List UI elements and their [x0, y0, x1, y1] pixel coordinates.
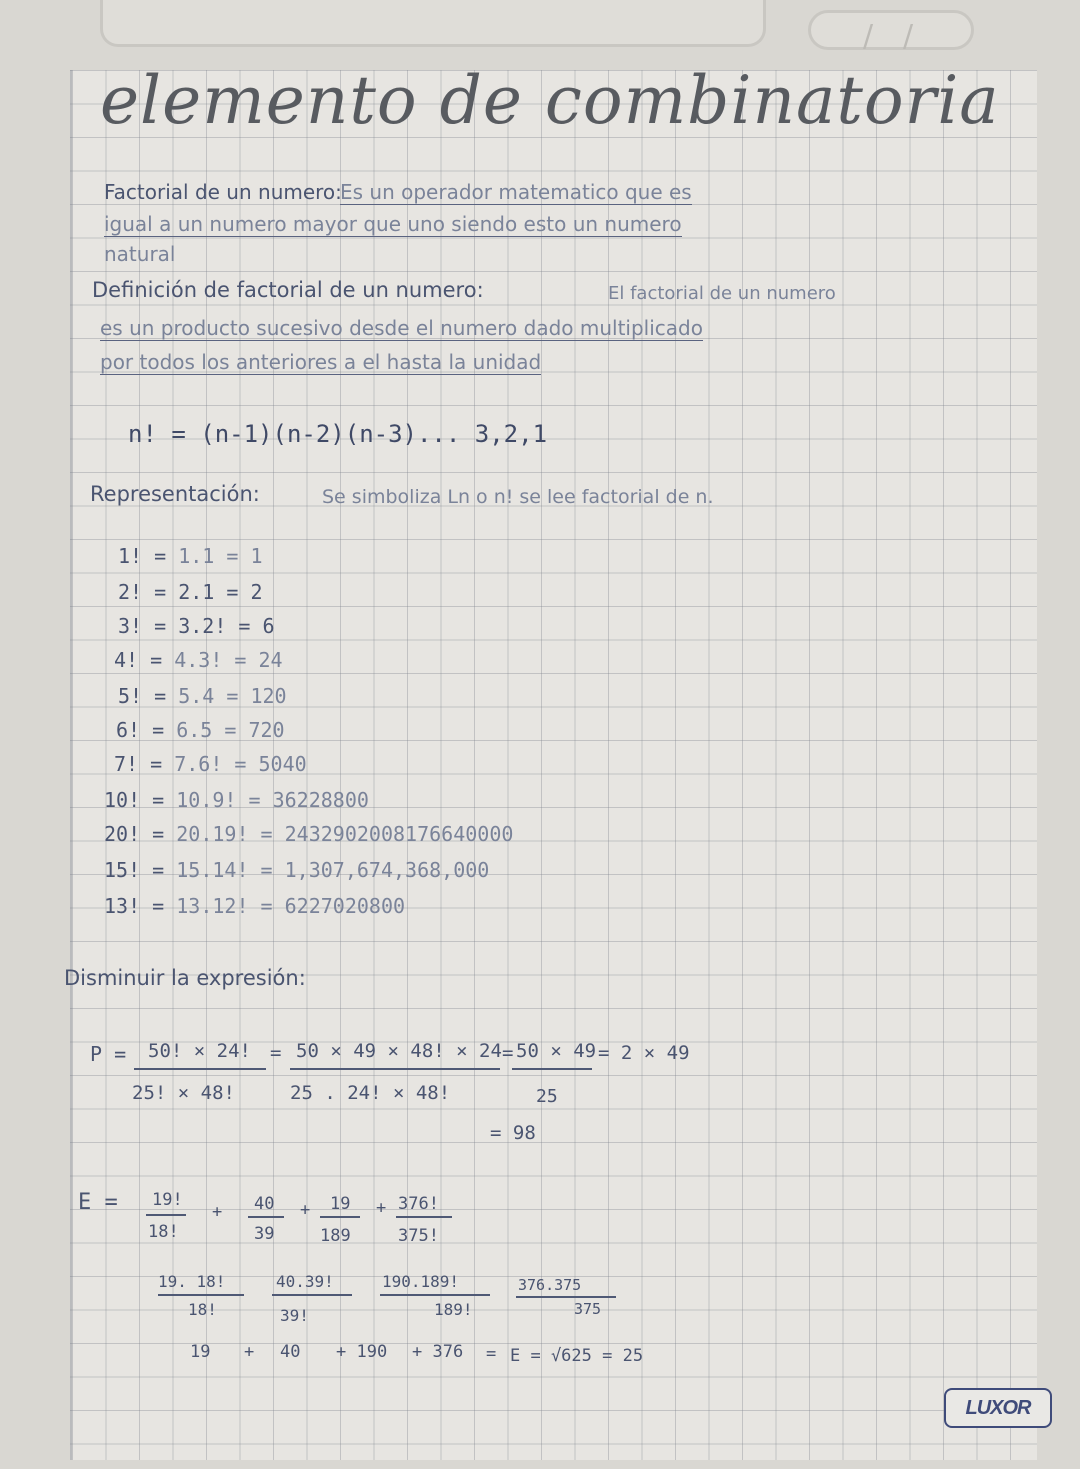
- fraction-bar: [320, 1216, 360, 1218]
- p-result: = 98: [490, 1122, 536, 1144]
- factorial-row: [118, 580, 263, 604]
- e-expand-denominator: 39!: [280, 1306, 309, 1325]
- e-expand-numerator: 376.375: [518, 1276, 582, 1294]
- e-term-denominator: 39: [254, 1224, 275, 1244]
- e-sum-operator: +: [244, 1342, 255, 1362]
- e-sum-value: + 190: [336, 1342, 388, 1362]
- fraction-bar: [396, 1216, 452, 1218]
- factorial-lhs: 13! =: [104, 894, 165, 918]
- fraction-bar: [134, 1068, 266, 1070]
- factorial-rhs: 4.3! = 24: [174, 648, 283, 672]
- e-sum-value: + 376: [412, 1342, 464, 1362]
- factorial-heading: Factorial de un numero:: [104, 180, 342, 204]
- fraction-bar: [290, 1068, 500, 1070]
- e-term-numerator: 19: [330, 1194, 351, 1214]
- e-expand-numerator: 40.39!: [276, 1272, 334, 1291]
- page-title: elemento de combinatoria: [100, 62, 1000, 139]
- e-expand-numerator: 19. 18!: [158, 1272, 226, 1291]
- fraction-bar: [512, 1068, 592, 1070]
- factorial-row: [104, 858, 489, 882]
- factorial-rhs: 13.12! = 6227020800: [176, 894, 406, 918]
- factorial-rhs: 7.6! = 5040: [174, 752, 307, 776]
- fraction-bar: [380, 1294, 490, 1296]
- e-term-numerator: 376!: [398, 1194, 439, 1214]
- factorial-lhs: 10! =: [104, 788, 165, 812]
- factorial-row: [104, 894, 405, 918]
- factorial-row: [114, 752, 307, 776]
- fraction-bar: [158, 1294, 244, 1296]
- factorial-text-1: Es un operador matematico que es: [340, 180, 692, 204]
- e-label: E =: [78, 1190, 118, 1215]
- definition-text-1: El factorial de un numero: [608, 283, 836, 304]
- e-expand-denominator: 189!: [434, 1300, 473, 1319]
- factorial-rhs: 3.2! = 6: [178, 614, 275, 638]
- definition-heading: Definición de factorial de un numero:: [92, 278, 484, 302]
- p-numerator-3: 50 × 49: [516, 1040, 597, 1062]
- factorial-rhs: 1.1 = 1: [178, 544, 263, 568]
- e-expand-denominator: 18!: [188, 1300, 217, 1319]
- factorial-text-2: igual a un numero mayor que uno siendo esto un numero: [104, 212, 682, 236]
- e-sum-operator: =: [486, 1344, 497, 1364]
- fraction-bar: [272, 1294, 352, 1296]
- factorial-rhs: 15.14! = 1,307,674,368,000: [176, 858, 490, 882]
- factorial-lhs: 4! =: [114, 648, 163, 672]
- factorial-lhs: 20! =: [104, 822, 165, 846]
- factorial-rhs: 5.4 = 120: [178, 684, 287, 708]
- e-term-denominator: 189: [320, 1226, 351, 1246]
- e-term-denominator: 375!: [398, 1226, 439, 1246]
- fraction-bar: [516, 1296, 616, 1298]
- factorial-row: [118, 544, 263, 568]
- factorial-lhs: 7! =: [114, 752, 163, 776]
- p-numerator-2: 50 × 49 × 48! × 24: [296, 1040, 502, 1062]
- factorial-text-3: natural: [104, 242, 176, 266]
- date-box: [808, 10, 974, 54]
- date-slash-icon: /: [863, 19, 874, 54]
- representation-text: Se simboliza Ln o n! se lee factorial de n.: [322, 486, 714, 508]
- factorial-lhs: 15! =: [104, 858, 165, 882]
- factorial-lhs: 3! =: [118, 614, 167, 638]
- fraction-bar: [248, 1216, 284, 1218]
- e-term-operator: +: [212, 1202, 223, 1222]
- definition-text-3: por todos los anteriores a el hasta la unidad: [100, 350, 542, 374]
- p-numerator-1: 50! × 24!: [148, 1040, 251, 1062]
- e-term-numerator: 19!: [152, 1190, 183, 1210]
- e-sum-value: 19: [190, 1342, 211, 1362]
- p-equals-3: = 2 × 49: [598, 1042, 690, 1064]
- top-header-box: [100, 0, 766, 47]
- factorial-row: [116, 718, 285, 742]
- p-equals-2: =: [502, 1042, 514, 1064]
- factorial-rhs: 10.9! = 36228800: [176, 788, 369, 812]
- e-expand-denominator: 375: [574, 1300, 602, 1318]
- factorial-rhs: 6.5 = 720: [176, 718, 285, 742]
- e-term-operator: +: [376, 1198, 387, 1218]
- definition-text-2: es un producto sucesivo desde el numero dado multiplicado: [100, 316, 703, 340]
- e-expand-numerator: 190.189!: [382, 1272, 460, 1291]
- factorial-rhs: 2.1 = 2: [178, 580, 263, 604]
- e-term-operator: +: [300, 1200, 311, 1220]
- p-denominator-2: 25 . 24! × 48!: [290, 1082, 451, 1104]
- p-denominator-1: 25! × 48!: [132, 1082, 235, 1104]
- factorial-formula: n! = (n-1)(n-2)(n-3)... 3,2,1: [128, 420, 548, 448]
- factorial-row: [104, 822, 513, 846]
- factorial-row: [118, 684, 287, 708]
- p-equals-1: =: [270, 1042, 282, 1064]
- factorial-rhs: 20.19! = 2432902008176640000: [176, 822, 514, 846]
- fraction-bar: [146, 1214, 186, 1216]
- factorial-lhs: 6! =: [116, 718, 165, 742]
- representation-heading: Representación:: [90, 482, 260, 506]
- e-term-numerator: 40: [254, 1194, 275, 1214]
- e-result: E = √625 = 25: [510, 1346, 644, 1366]
- factorial-row: [114, 648, 283, 672]
- factorial-lhs: 2! =: [118, 580, 167, 604]
- p-denominator-3: 25: [536, 1086, 558, 1107]
- factorial-row: [118, 614, 275, 638]
- brand-logo: LUXOR: [944, 1388, 1052, 1428]
- e-term-denominator: 18!: [148, 1222, 179, 1242]
- p-label: P =: [90, 1042, 127, 1066]
- factorial-lhs: 1! =: [118, 544, 167, 568]
- factorial-lhs: 5! =: [118, 684, 167, 708]
- date-slash-icon: /: [903, 19, 914, 54]
- e-sum-value: 40: [280, 1342, 301, 1362]
- factorial-row: [104, 788, 369, 812]
- reduce-heading: Disminuir la expresión:: [64, 966, 306, 990]
